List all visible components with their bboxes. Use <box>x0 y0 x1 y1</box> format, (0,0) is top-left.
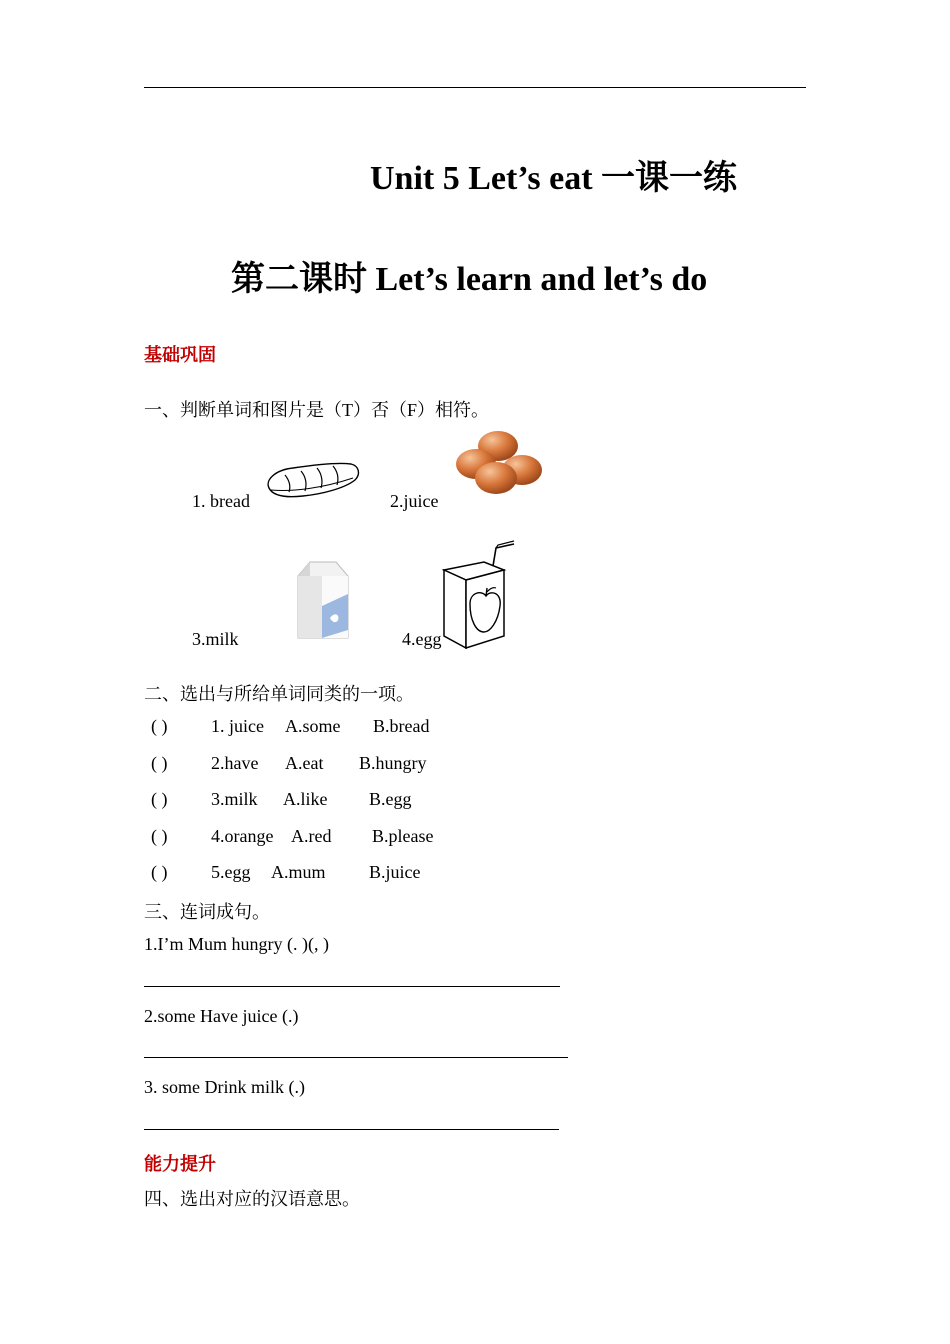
q3-item-2: 2.some Have juice (.) <box>144 1006 299 1026</box>
page-subtitle: 第二课时 Let’s learn and let’s do <box>231 261 708 298</box>
answer-paren[interactable]: ( ) <box>151 826 168 846</box>
q1-heading: 一、判断单词和图片是（T）否（F）相符。 <box>144 400 490 420</box>
q1-item-2: 2.juice <box>390 491 439 511</box>
top-rule <box>144 87 806 88</box>
q1-item-4: 4.egg <box>402 629 442 649</box>
option-a: A.eat <box>285 753 324 773</box>
option-b: B.egg <box>369 789 412 809</box>
q4-heading: 四、选出对应的汉语意思。 <box>144 1189 360 1209</box>
option-b: B.juice <box>369 862 421 882</box>
option-b: B.hungry <box>359 753 427 773</box>
bread-icon <box>263 458 361 507</box>
option-a: A.mum <box>271 862 326 882</box>
q1-item-3: 3.milk <box>192 629 239 649</box>
given-word: 5.egg <box>211 862 251 882</box>
option-a: A.red <box>291 826 332 846</box>
q3-heading: 三、连词成句。 <box>144 902 270 922</box>
answer-line-1[interactable] <box>144 986 560 987</box>
q3-item-3: 3. some Drink milk (.) <box>144 1077 305 1097</box>
option-a: A.like <box>283 789 328 809</box>
answer-paren[interactable]: ( ) <box>151 862 168 882</box>
given-word: 3.milk <box>211 789 258 809</box>
juice-box-icon <box>440 540 520 655</box>
section-basic: 基础巩固 <box>144 345 216 365</box>
answer-paren[interactable]: ( ) <box>151 753 168 773</box>
milk-carton-icon <box>294 558 352 645</box>
eggs-icon <box>452 428 546 503</box>
answer-line-2[interactable] <box>144 1057 568 1058</box>
option-b: B.please <box>372 826 434 846</box>
answer-paren[interactable]: ( ) <box>151 789 168 809</box>
q3-item-1: 1.I’m Mum hungry (. )(, ) <box>144 934 329 954</box>
q2-heading: 二、选出与所给单词同类的一项。 <box>144 684 414 704</box>
page-title: Unit 5 Let’s eat 一课一练 <box>370 160 738 197</box>
option-a: A.some <box>285 716 341 736</box>
given-word: 2.have <box>211 753 259 773</box>
q1-item-1: 1. bread <box>192 491 250 511</box>
option-b: B.bread <box>373 716 430 736</box>
answer-line-3[interactable] <box>144 1129 559 1130</box>
given-word: 1. juice <box>211 716 264 736</box>
answer-paren[interactable]: ( ) <box>151 716 168 736</box>
section-advanced: 能力提升 <box>144 1154 216 1174</box>
given-word: 4.orange <box>211 826 274 846</box>
